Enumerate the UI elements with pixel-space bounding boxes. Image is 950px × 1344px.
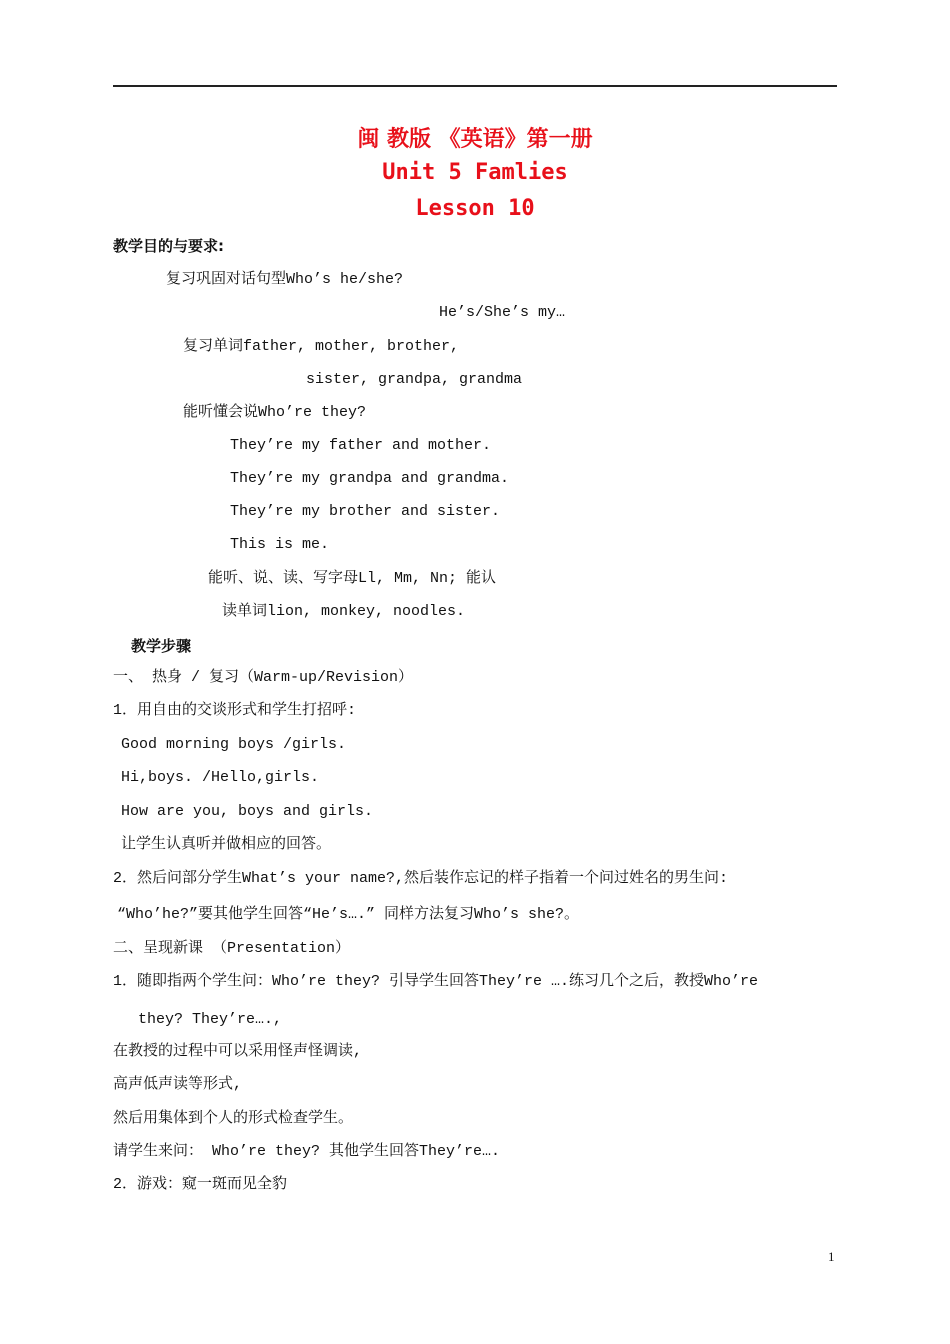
step-line: “Who’he?”要其他学生回答“He’s….” 同样方法复习Who’s she?。 bbox=[117, 906, 580, 923]
step-line: 2．然后问部分学生What’s your name?,然后装作忘记的样子指着一个问过姓名的男生问: bbox=[113, 870, 729, 887]
step-line: 1．随即指两个学生问：Who’re they? 引导学生回答They’re ….练习几个之后，教授Who’re bbox=[113, 973, 759, 990]
steps-heading: 教学步骤 bbox=[131, 637, 192, 655]
page-number: 1 bbox=[828, 1249, 835, 1264]
step-line: 1．用自由的交谈形式和学生打招呼: bbox=[113, 702, 357, 719]
step-line: 二、呈现新课 （Presentation） bbox=[113, 940, 351, 957]
step-line: Hi,boys. /Hello,girls. bbox=[121, 769, 320, 786]
step-line: they? They’re…., bbox=[138, 1011, 283, 1028]
step-line: 然后用集体到个人的形式检查学生。 bbox=[113, 1110, 354, 1127]
header-rule bbox=[113, 85, 837, 87]
step-line: How are you, boys and girls. bbox=[121, 803, 374, 820]
step-line: 请学生来问： Who’re they? 其他学生回答They’re…. bbox=[113, 1143, 501, 1160]
step-line: 让学生认真听并做相应的回答。 bbox=[121, 836, 332, 853]
step-line: 高声低声读等形式, bbox=[113, 1076, 243, 1093]
objective-line: 能听、说、读、写字母Ll, Mm, Nn; 能认 bbox=[208, 570, 497, 587]
objective-line: 复习单词father, mother, brother, bbox=[183, 338, 460, 355]
objective-line: They’re my father and mother. bbox=[230, 437, 492, 454]
objective-line: This is me. bbox=[230, 536, 330, 553]
objective-line: 复习巩固对话句型Who’s he/she? bbox=[166, 271, 404, 288]
step-line: 2．游戏：窥一斑而见全豹 bbox=[113, 1176, 288, 1193]
step-line: Good morning boys /girls. bbox=[121, 736, 347, 753]
lesson-title: Lesson 10 bbox=[415, 196, 535, 221]
objective-line: 能听懂会说Who’re they? bbox=[183, 404, 367, 421]
objectives-heading: 教学目的与要求: bbox=[113, 237, 224, 255]
objective-line: 读单词lion, monkey, noodles. bbox=[222, 603, 466, 620]
step-line: 一、 热身 / 复习（Warm-up/Revision） bbox=[113, 669, 414, 686]
objective-line: He’s/She’s my… bbox=[439, 304, 566, 321]
step-line: 在教授的过程中可以采用怪声怪调读, bbox=[113, 1043, 363, 1060]
objective-line: sister, grandpa, grandma bbox=[306, 371, 523, 388]
objective-line: They’re my brother and sister. bbox=[230, 503, 501, 520]
doc-title: 闽 教版 《英语》第一册 bbox=[357, 127, 593, 152]
unit-title: Unit 5 Famlies bbox=[382, 160, 568, 185]
objective-line: They’re my grandpa and grandma. bbox=[230, 470, 510, 487]
